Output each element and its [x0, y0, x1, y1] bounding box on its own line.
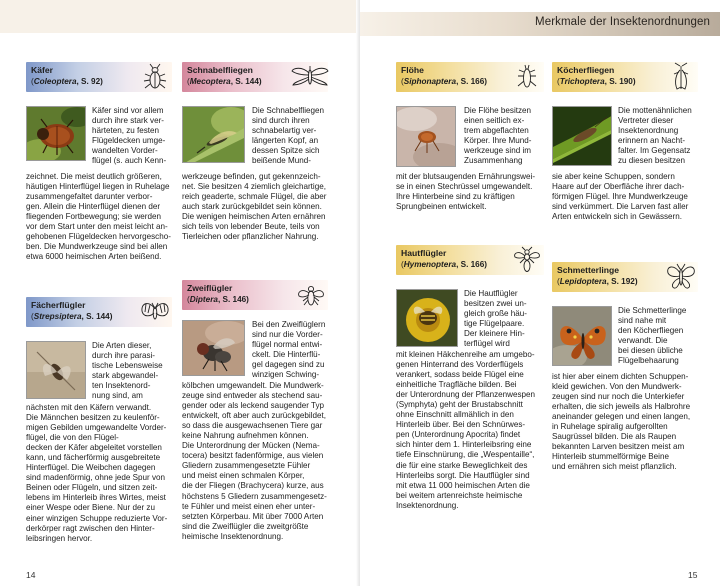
entry-name: Hautflügler	[401, 248, 447, 258]
entry-schmetterlinge	[552, 262, 698, 492]
entry-latin: (Strepsiptera, S. 144)	[31, 312, 113, 321]
entry-floehe	[396, 62, 544, 222]
entry-side-text: Die Hautflügler besitzen zwei un- gleich große häu- tige Flügelpaare. Der kleinere Hin- terflügel wird	[464, 289, 527, 349]
butterfly-photo	[552, 306, 612, 366]
twisted-wing-photo	[26, 341, 86, 399]
entry-body-text: mit kleinen Häkchenreihe am umgebo- genen Hinterrand des Vorderflügels verankert, sodass beide Flügel eine einheitliche Tragfläche bilden. Bei der Unterordnung der Pflanzenwespen (Symphyta) geht der Brustabschnitt ohne Einschnitt allmählich in den Hinterleib über. Bei den Schnürwes- pen (Unterordnung Apocrita) findet sich hinter dem 1. Hinterleibsring eine tiefe Einschnürung, die „Wespentaille“, die für eine starke Beweglichkeit des Hinterleibs sorgt. Die Hautflügler sind mit etwa 11 000 heimischen Arten die bei weitem artenreichste heimische Insektenordnung.	[396, 350, 536, 510]
entry-side-text: Bei den Zweiflüglern sind nur die Vorder- flügel normal entwi- ckelt. Die Hinterflü- gel dagegen sind zu winzigen Schwing-	[252, 320, 326, 380]
left-top-band	[0, 0, 360, 33]
entry-latin: (Trichoptera, S. 190)	[557, 77, 636, 86]
fly-photo	[182, 320, 245, 376]
caddisfly-icon	[664, 62, 698, 92]
entry-latin: (Diptera, S. 146)	[187, 295, 249, 304]
page-number-left: 14	[26, 570, 36, 580]
entry-name: Schnabelfliegen	[187, 65, 253, 75]
right-page	[360, 0, 720, 586]
entry-kaefer	[26, 62, 172, 276]
entry-name: Flöhe	[401, 65, 424, 75]
entry-latin: (Lepidoptera, S. 192)	[557, 277, 638, 286]
beetle-icon	[138, 62, 172, 92]
flea-photo	[396, 106, 456, 167]
caddisfly-photo	[552, 106, 612, 166]
entry-name: Käfer	[31, 65, 53, 75]
entry-faecherfluegler	[26, 297, 172, 567]
entry-body-text: mit der blutsaugenden Ernährungswei- se in einen Stechrüssel umgewandelt. Ihre Hinterbeine sind zu kräftigen Sprungbeinen entwickelt.	[396, 172, 536, 212]
entry-side-text: Die Flöhe besitzen einen seitlich ex- trem abgeflachten Körper. Ihre Mund- werkzeuge sind im Zusammenhang	[464, 106, 532, 166]
butterfly-icon	[664, 262, 698, 292]
entry-body-text: kölbchen umgewandelt. Die Mundwerk- zeuge sind entweder als stechend sau- gender oder als leckend saugender Typ entwickelt, oft aber auch zurückgebildet, so dass die ausgewachsenen Tiere gar keine Nahrung aufnehmen können. Die Unterordnung der Mücken (Nema- tocera) besitzt fadenförmige, aus vielen Gliedern zusammengesetzte Fühler und meist einen schmalen Körper, die der Fliegen (Brachycera) kurze, aus höchstens 5 Gliedern zusammengesetz- te Fühler und meist einen eher unter- setzten Körperbau. Mit über 7000 Arten sind die Zweiflügler die zweitgrößte heimische Insektenordnung.	[182, 381, 327, 541]
entry-zweifluegler	[182, 280, 328, 570]
scorpionfly-photo	[182, 106, 245, 163]
entry-name: Zweiflügler	[187, 283, 233, 293]
entry-side-text: Die Schnabelfliegen sind durch ihren schnabelartig ver- längerten Kopf, an dessen Spitze sich beißende Mund-	[252, 106, 324, 166]
entry-body-text: werkzeuge befinden, gut gekennzeich- net. Sie besitzen 4 ziemlich gleichartige, reich geaderte, schmale Flügel, die aber auch stark zurückgebildet sein können. Die wenigen heimischen Arten ernähren sich teils von lebender Beute, teils von Tierleichen oder pflanzlicher Nahrung.	[182, 172, 327, 242]
flea-icon	[510, 62, 544, 92]
beetle-photo	[26, 106, 86, 161]
entry-koecherfliegen	[552, 62, 698, 242]
entry-body-text: zeichnet. Die meist deutlich größeren, häutigen Hinterflügel liegen in Ruhelage zusammengefaltet darunter verbor- gen. Allein die Hinterflügel dienen der fliegenden Fortbewegung; sie werden vor dem Start unter den meist leicht an- gehobenen Flügeldecken hervorgescho- ben. Die Mundwerkzeuge sind bei allen etwa 6000 heimischen Arten beißend.	[26, 172, 171, 262]
entry-latin: (Coleoptera, S. 92)	[31, 77, 103, 86]
page-number-right: 15	[688, 570, 698, 580]
entry-schnabelfliegen	[182, 62, 328, 262]
entry-latin: (Mecoptera, S. 144)	[187, 77, 262, 86]
twisted-wing-icon	[138, 297, 172, 327]
entry-latin: (Siphonaptera, S. 166)	[401, 77, 488, 86]
entry-name: Köcherfliegen	[557, 65, 615, 75]
fly-icon	[294, 280, 328, 310]
entry-body-text: ist hier aber einem dichten Schuppen- kleid gewichen. Von den Mundwerk- zeugen sind nur noch die Unterkiefer erhalten, die sich jeweils als Halbrohre aneinander gelegen und einen langen, in Ruhelage spiralig aufgerollten Saugrüssel bilden. Die als Raupen bekannten Larven besitzen meist am Hinterleib stummelförmige Beine und ernähren sich meist pflanzlich.	[552, 372, 691, 472]
entry-name: Fächerflügler	[31, 300, 86, 310]
bee-photo	[396, 289, 458, 347]
entry-body-text: sie aber keine Schuppen, sondern Haare auf der Oberfläche ihrer dach- förmigen Flügel. Ihre Mundwerkzeuge sind verkümmert. Die Larven fast aller Arten entwickeln sich in Gewässern.	[552, 172, 689, 222]
entry-hautfluegler	[396, 245, 544, 565]
entry-body-text: nächsten mit den Käfern verwandt. Die Männchen besitzen zu keulenför- migen Gebilden umgewandelte Vorder- flügel, die von den Flügel- decken der Käfer abgeleitet vorstellen kann, und fächerförmig ausgebreitete Hinterflügel. Die Weibchen dagegen sind madenförmig, ohne jede Spur von Beinen oder Flügeln, und sitzen zeit- lebens im Hinterleib ihres Wirtes, meist einer Wespe oder Biene. Nur der zu einer winzigen Schuppe reduzierte Vor- derkörper ragt zwischen den Hinter- leibsringen hervor.	[26, 403, 168, 543]
section-title: Merkmale der Insektenordnungen	[535, 16, 710, 28]
scorpionfly-icon	[290, 62, 330, 92]
entry-name: Schmetterlinge	[557, 265, 620, 275]
entry-side-text: Die Arten dieser, durch ihre parasi- tische Lebensweise stark abgewandel- ten Insektenord- nung sind, am	[92, 341, 163, 401]
entry-side-text: Die mottenähnlichen Vertreter dieser Insektenordnung erinnern an Nacht- falter. Im Gegensatz zu diesen besitzen	[618, 106, 692, 166]
entry-latin: (Hymenoptera, S. 166)	[401, 260, 488, 269]
entry-side-text: Käfer sind vor allem durch ihre stark ver- härteten, zu festen Flügeldecken umge- wandelten Vorder- flügel (s. auch Kenn-	[92, 106, 167, 166]
wasp-icon	[510, 245, 544, 275]
entry-side-text: Die Schmetterlinge sind nahe mit den Köcherfliegen verwandt. Die bei diesen übliche Flügelbehaarung	[618, 306, 687, 366]
